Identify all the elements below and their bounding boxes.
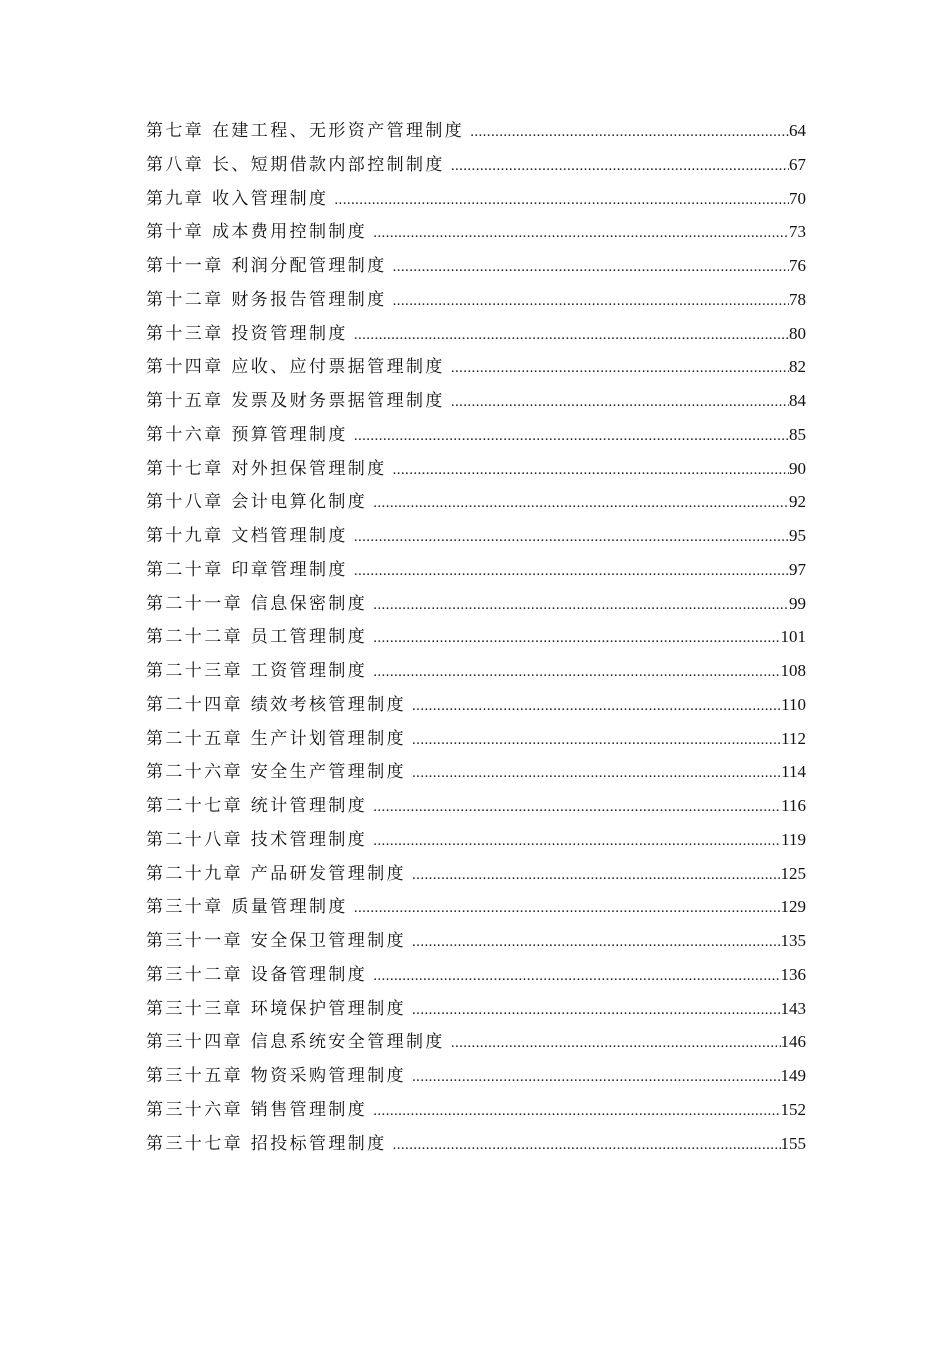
dot-leader (412, 757, 781, 791)
toc-entry-page: 152 (780, 1099, 806, 1119)
toc-entry-title: 第三十一章 安全保卫管理制度 (146, 931, 407, 951)
dot-leader (373, 1095, 780, 1129)
toc-entry[interactable] (146, 823, 806, 857)
toc-entry-page: 108 (780, 661, 806, 680)
toc-entry[interactable] (146, 182, 806, 216)
dot-leader (412, 994, 780, 1028)
toc-entry[interactable] (146, 215, 806, 249)
dot-leader (354, 555, 789, 589)
toc-entry[interactable] (146, 1127, 806, 1161)
toc-entry-title: 第二十七章 统计管理制度 (146, 796, 368, 816)
dot-leader (451, 150, 789, 184)
toc-entry-page: 95 (789, 526, 806, 545)
toc-entry[interactable] (146, 148, 806, 182)
toc-entry-title: 第九章 收入管理制度 (146, 188, 329, 209)
toc-entry-page: 78 (789, 289, 806, 309)
toc-entry-title: 第二十九章 产品研发管理制度 (146, 863, 407, 884)
toc-entry[interactable] (146, 688, 806, 722)
toc-entry-page: 70 (789, 188, 806, 208)
dot-leader (373, 622, 780, 656)
toc-entry[interactable] (146, 620, 806, 654)
toc-entry-title: 第八章 长、短期借款内部控制制度 (146, 154, 445, 175)
dot-leader (451, 352, 789, 386)
toc-entry-title: 第二十八章 技术管理制度 (146, 829, 368, 850)
toc-entry[interactable] (146, 1093, 806, 1127)
toc-entry-title: 第二十六章 安全生产管理制度 (146, 762, 407, 783)
dot-leader (451, 1027, 781, 1061)
toc-entry[interactable] (146, 283, 806, 317)
toc-entry-page: 73 (789, 222, 806, 242)
dot-leader (354, 319, 789, 353)
toc-entry-page: 146 (780, 1032, 806, 1052)
toc-entry-page: 116 (781, 796, 806, 815)
toc-entry[interactable] (146, 114, 806, 148)
dot-leader (354, 521, 789, 555)
dot-leader (393, 454, 789, 488)
toc-entry-title: 第二十三章 工资管理制度 (146, 661, 368, 681)
toc-entry-page: 67 (789, 154, 806, 174)
toc-entry-page: 114 (781, 762, 806, 782)
toc-entry-title: 第二十四章 绩效考核管理制度 (146, 694, 407, 715)
toc-entry-title: 第三十二章 设备管理制度 (146, 964, 368, 985)
toc-entry-page: 80 (789, 323, 806, 343)
toc-entry-page: 99 (789, 593, 806, 613)
toc-entry-title: 第二十一章 信息保密制度 (146, 593, 368, 614)
toc-entry-title: 第二十五章 生产计划管理制度 (146, 728, 407, 749)
toc-entry-title: 第十一章 利润分配管理制度 (146, 256, 387, 276)
toc-entry[interactable] (146, 519, 806, 553)
toc-entry-page: 85 (789, 424, 806, 444)
toc-entry-title: 第三十五章 物资采购管理制度 (146, 1066, 407, 1086)
toc-entry-page: 97 (789, 559, 806, 579)
dot-leader (412, 926, 780, 960)
table-of-contents (146, 114, 806, 1160)
dot-leader (354, 892, 781, 926)
dot-leader (373, 960, 780, 994)
dot-leader (373, 487, 789, 521)
toc-entry-title: 第十九章 文档管理制度 (146, 526, 348, 546)
toc-entry[interactable] (146, 789, 806, 823)
dot-leader (393, 285, 789, 319)
toc-entry[interactable] (146, 654, 806, 688)
toc-entry-page: 76 (789, 256, 806, 275)
toc-entry[interactable] (146, 485, 806, 519)
toc-entry[interactable] (146, 317, 806, 351)
toc-entry[interactable] (146, 418, 806, 452)
toc-entry[interactable] (146, 958, 806, 992)
toc-entry-page: 82 (789, 357, 806, 377)
dot-leader (412, 690, 781, 724)
toc-entry-page: 110 (781, 694, 806, 714)
dot-leader (412, 724, 781, 758)
toc-entry-page: 143 (780, 998, 806, 1018)
toc-entry-page: 125 (780, 863, 806, 883)
toc-entry-title: 第三十章 质量管理制度 (146, 897, 348, 918)
dot-leader (412, 1061, 780, 1095)
toc-entry-title: 第二十二章 员工管理制度 (146, 627, 368, 648)
toc-entry-title: 第十章 成本费用控制制度 (146, 222, 368, 243)
toc-entry-page: 149 (780, 1066, 806, 1085)
toc-entry-title: 第三十七章 招投标管理制度 (146, 1133, 387, 1154)
toc-entry-title: 第三十四章 信息系统安全管理制度 (146, 1032, 445, 1053)
toc-entry-page: 101 (780, 627, 806, 647)
toc-entry-page: 92 (789, 492, 806, 512)
dot-leader (470, 116, 789, 150)
toc-entry[interactable] (146, 384, 806, 418)
toc-entry-page: 129 (780, 897, 806, 917)
dot-leader (373, 656, 780, 690)
toc-entry-title: 第十四章 应收、应付票据管理制度 (146, 357, 445, 378)
toc-entry-page: 119 (781, 829, 806, 849)
toc-entry[interactable] (146, 1059, 806, 1093)
toc-entry-title: 第三十六章 销售管理制度 (146, 1099, 368, 1120)
toc-entry-title: 第十七章 对外担保管理制度 (146, 458, 387, 479)
toc-entry-title: 第十三章 投资管理制度 (146, 323, 348, 344)
dot-leader (393, 251, 789, 285)
toc-entry[interactable] (146, 553, 806, 587)
toc-entry[interactable] (146, 992, 806, 1026)
toc-entry-page: 90 (789, 458, 806, 478)
dot-leader (373, 825, 781, 859)
toc-entry-title: 第十五章 发票及财务票据管理制度 (146, 391, 445, 411)
toc-entry-page: 155 (780, 1133, 806, 1153)
toc-entry[interactable] (146, 1025, 806, 1059)
toc-entry-page: 112 (781, 728, 806, 748)
toc-entry[interactable] (146, 722, 806, 756)
dot-leader (393, 1129, 781, 1163)
toc-entry-title: 第二十章 印章管理制度 (146, 559, 348, 580)
toc-entry[interactable] (146, 587, 806, 621)
toc-entry[interactable] (146, 924, 806, 958)
toc-entry-page: 136 (780, 964, 806, 984)
dot-leader (451, 386, 789, 420)
toc-entry-page: 84 (789, 391, 806, 410)
dot-leader (373, 589, 789, 623)
toc-entry-title: 第七章 在建工程、无形资产管理制度 (146, 121, 465, 141)
toc-entry-title: 第三十三章 环境保护管理制度 (146, 998, 407, 1019)
toc-entry[interactable] (146, 857, 806, 891)
toc-entry[interactable] (146, 249, 806, 283)
dot-leader (373, 791, 781, 825)
toc-entry-title: 第十六章 预算管理制度 (146, 424, 348, 445)
toc-entry-title: 第十八章 会计电算化制度 (146, 492, 368, 513)
toc-entry[interactable] (146, 755, 806, 789)
toc-entry[interactable] (146, 890, 806, 924)
dot-leader (412, 859, 780, 893)
toc-entry-page: 64 (789, 121, 806, 140)
toc-entry[interactable] (146, 452, 806, 486)
toc-entry[interactable] (146, 350, 806, 384)
toc-entry-page: 135 (780, 931, 806, 950)
dot-leader (354, 420, 789, 454)
toc-entry-title: 第十二章 财务报告管理制度 (146, 289, 387, 310)
dot-leader (334, 184, 789, 218)
dot-leader (373, 217, 789, 251)
